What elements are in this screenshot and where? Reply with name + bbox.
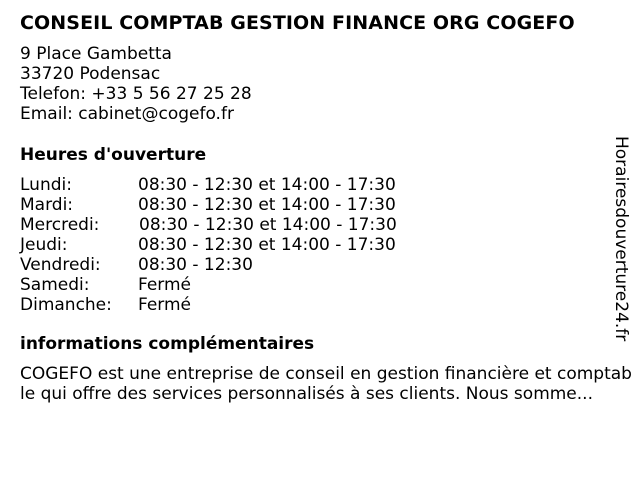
hours-day: Jeudi: (20, 235, 68, 255)
hours-day: Mardi: (20, 195, 74, 215)
hours-time: 08:30 - 12:30 et 14:00 - 17:30 (138, 175, 396, 195)
contact-block (20, 44, 252, 124)
address-city: 33720 Podensac (20, 64, 161, 84)
email-address[interactable]: Email: cabinet@cogefo.fr (20, 104, 234, 124)
hours-time: Fermé (138, 275, 192, 295)
site-watermark: Horairesdouverture24.fr (611, 136, 631, 342)
hours-day: Samedi: (20, 275, 90, 295)
hours-day: Lundi: (20, 175, 72, 195)
address-street: 9 Place Gambetta (20, 44, 172, 64)
opening-hours-heading: Heures d'ouverture (20, 145, 207, 165)
hours-day: Dimanche: (20, 295, 112, 315)
phone-number[interactable]: Telefon: +33 5 56 27 25 28 (20, 84, 252, 104)
hours-time: 08:30 - 12:30 et 14:00 - 17:30 (138, 235, 396, 255)
hours-time: 08:30 - 12:30 (138, 255, 253, 275)
hours-day: Mercredi: (20, 215, 100, 235)
hours-time: Fermé (138, 295, 192, 315)
hours-time: 08:30 - 12:30 et 14:00 - 17:30 (138, 195, 396, 215)
additional-info-text: COGEFO est une entreprise de conseil en gestion financière et comptable qui offre des services personnalisés à ses clients. Nous somme... (20, 364, 632, 404)
hours-day: Vendredi: (20, 255, 101, 275)
hours-time: 08:30 - 12:30 et 14:00 - 17:30 (139, 215, 397, 235)
additional-info-heading: informations complémentaires (20, 334, 315, 354)
business-name: CONSEIL COMPTAB GESTION FINANCE ORG COGEFO (20, 12, 575, 34)
